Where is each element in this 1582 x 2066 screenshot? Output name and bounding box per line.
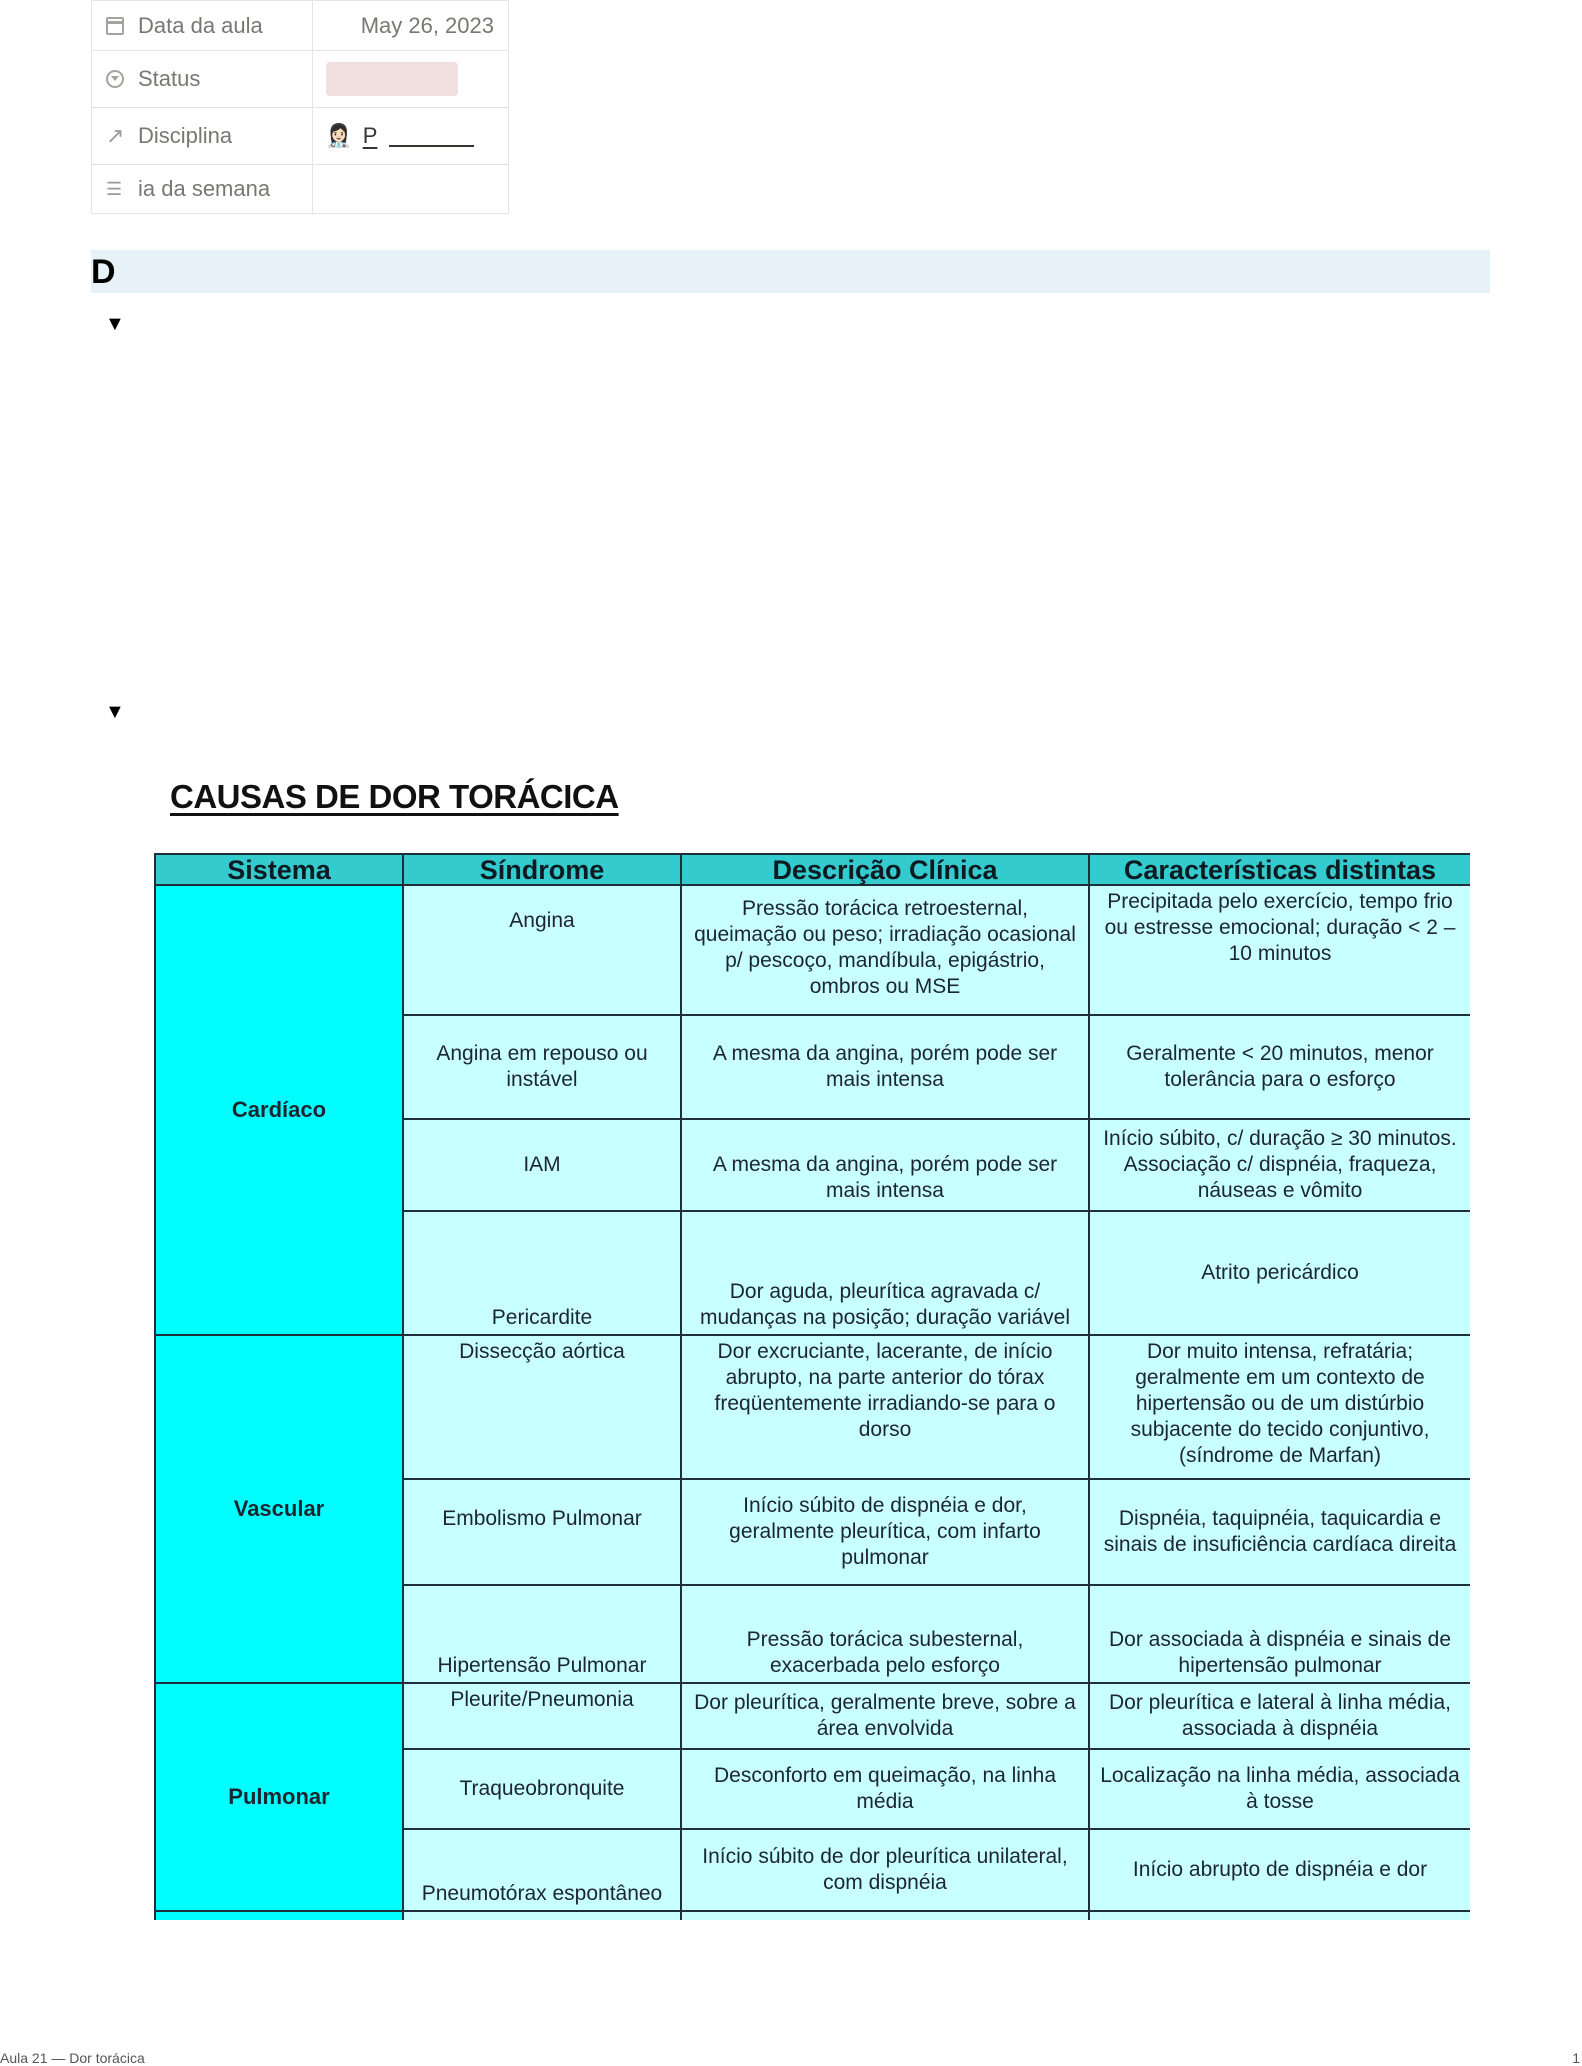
description-cell: Dor pleurítica, geralmente breve, sobre a área envolvida xyxy=(681,1683,1089,1749)
property-label: Status xyxy=(138,66,201,91)
heading-block xyxy=(91,250,1490,293)
syndrome-cell: IAM xyxy=(403,1119,681,1211)
header-cell: Descrição Clínica xyxy=(681,854,1089,885)
description-cell: Pressão torácica retroesternal, queimação ou peso; irradiação ocasional p/ pescoço, mandíbula, epigástrio, ombros ou MSE xyxy=(681,885,1089,1015)
embedded-table-image xyxy=(152,770,1470,1920)
description-cell: Desconforto em queimação, na linha média xyxy=(681,1749,1089,1829)
features-cell: Geralmente < 20 minutos, menor tolerância para o esforço xyxy=(1089,1015,1470,1119)
system-cell-cut xyxy=(155,1911,403,1920)
header-cell: Sistema xyxy=(155,854,403,885)
features-cell: Dor pleurítica e lateral à linha média, associada à dispnéia xyxy=(1089,1683,1470,1749)
table-row-cut xyxy=(155,1911,1470,1920)
status-icon xyxy=(106,70,124,88)
features-cell: Início súbito, c/ duração ≥ 30 minutos. Associação c/ dispnéia, fraqueza, náuseas e vômito xyxy=(1089,1119,1470,1211)
discipline-link-underline[interactable] xyxy=(389,125,474,147)
syndrome-cell: Angina em repouso ou instável xyxy=(403,1015,681,1119)
relation-arrow-icon: ↗ xyxy=(106,123,125,148)
property-label: ia da semana xyxy=(138,176,271,201)
heading-text: D xyxy=(91,253,116,291)
syndrome-cell: Pleurite/Pneumonia xyxy=(403,1683,681,1749)
date-value[interactable]: May 26, 2023 xyxy=(360,12,494,38)
features-cell: Dor muito intensa, refratária; geralmente em um contexto de hipertensão ou de um distúrbio subjacente do tecido conjuntivo, (síndrome de Marfan) xyxy=(1089,1335,1470,1479)
description-cell: Início súbito de dor pleurítica unilateral, com dispnéia xyxy=(681,1829,1089,1911)
syndrome-cell: Dissecção aórtica xyxy=(403,1335,681,1479)
syndrome-cell: Pneumotórax espontâneo xyxy=(403,1829,681,1911)
features-cell: Início abrupto de dispnéia e dor xyxy=(1089,1829,1470,1911)
system-cell: Pulmonar xyxy=(155,1683,403,1911)
property-row-date xyxy=(92,1,509,51)
description-cell: Dor excruciante, lacerante, de início abrupto, na parte anterior do tórax freqüentemente irradiando-se para o dorso xyxy=(681,1335,1089,1479)
discipline-link[interactable]: P xyxy=(362,123,378,148)
cut-cell xyxy=(1089,1911,1470,1920)
syndrome-cell: Angina xyxy=(403,885,681,1015)
header-cell: Síndrome xyxy=(403,854,681,885)
table-row xyxy=(155,885,1470,1015)
description-cell: A mesma da angina, porém pode ser mais intensa xyxy=(681,1119,1089,1211)
property-label: Data da aula xyxy=(138,12,263,38)
features-cell: Localização na linha média, associada à tosse xyxy=(1089,1749,1470,1829)
properties-table xyxy=(91,0,509,214)
property-row-discipline xyxy=(92,108,509,165)
property-row-weekday xyxy=(92,165,509,214)
syndrome-cell: Traqueobronquite xyxy=(403,1749,681,1829)
features-cell: Dispnéia, taquipnéia, taquicardia e sinais de insuficiência cardíaca direita xyxy=(1089,1479,1470,1585)
header-cell: Características distintas xyxy=(1089,854,1470,885)
cut-cell xyxy=(681,1911,1089,1920)
footer-page-number: 1 xyxy=(1572,2050,1580,2066)
description-cell: Pressão torácica subesternal, exacerbada pelo esforço xyxy=(681,1585,1089,1683)
syndrome-cell: Pericardite xyxy=(403,1211,681,1335)
property-row-status xyxy=(92,51,509,108)
table-row xyxy=(155,1683,1470,1749)
features-cell: Dor associada à dispnéia e sinais de hipertensão pulmonar xyxy=(1089,1585,1470,1683)
calendar-icon xyxy=(106,17,124,35)
cut-cell xyxy=(403,1911,681,1920)
doctor-emoji-icon: 👩🏻‍⚕️ xyxy=(325,123,353,148)
syndrome-cell: Embolismo Pulmonar xyxy=(403,1479,681,1585)
footer-page-title: Aula 21 — Dor torácica xyxy=(0,2050,145,2066)
table-header-row xyxy=(155,854,1470,885)
doc-title: CAUSAS DE DOR TORÁCICA xyxy=(170,778,619,815)
description-cell: A mesma da angina, porém pode ser mais intensa xyxy=(681,1015,1089,1119)
system-cell: Vascular xyxy=(155,1335,403,1683)
toggle-arrow-2[interactable]: ▼ xyxy=(105,701,125,723)
list-icon: ☰ xyxy=(106,179,123,199)
toggle-arrow-1[interactable]: ▼ xyxy=(105,313,125,335)
features-cell: Atrito pericárdico xyxy=(1089,1211,1470,1335)
status-pill[interactable] xyxy=(326,62,458,96)
system-cell: Cardíaco xyxy=(155,885,403,1335)
description-cell: Início súbito de dispnéia e dor, geralmente pleurítica, com infarto pulmonar xyxy=(681,1479,1089,1585)
syndrome-cell: Hipertensão Pulmonar xyxy=(403,1585,681,1683)
property-label: Disciplina xyxy=(138,123,233,148)
causes-table xyxy=(154,853,1470,1920)
table-row xyxy=(155,1335,1470,1479)
description-cell: Dor aguda, pleurítica agravada c/ mudanças na posição; duração variável xyxy=(681,1211,1089,1335)
features-cell: Precipitada pelo exercício, tempo frio ou estresse emocional; duração < 2 – 10 minutos xyxy=(1089,885,1470,1015)
